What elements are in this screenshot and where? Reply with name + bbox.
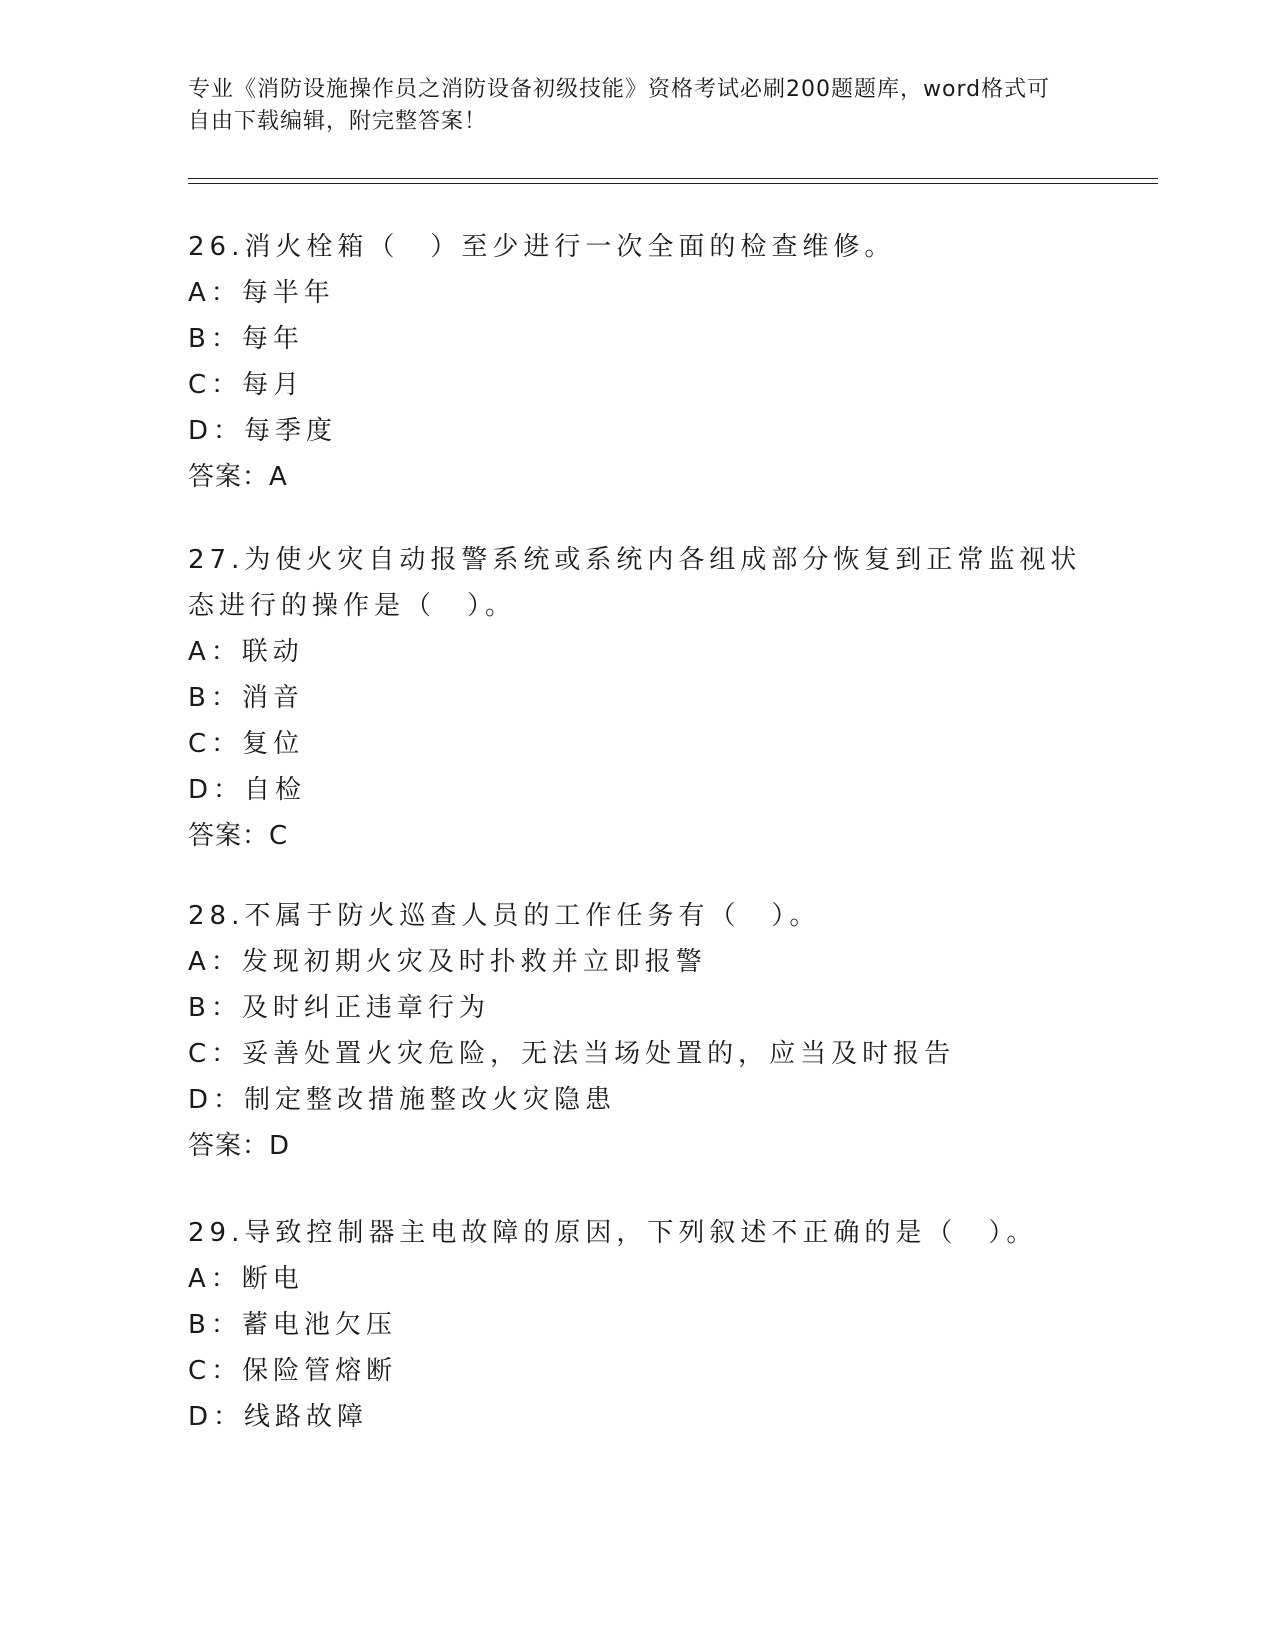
option-b: B：每年 [188,324,304,354]
question-stem: 28.不属于防火巡查人员的工作任务有（ ）。 [188,901,821,931]
answer: 答案：C [188,821,289,851]
option-c: C：保险管熔断 [188,1356,398,1386]
question-stem: 27.为使火灾自动报警系统或系统内各组成部分恢复到正常监视状态进行的操作是（ ）。 [188,545,1082,621]
option-b: B：蓄电池欠压 [188,1310,397,1340]
option-c: C：妥善处置火灾危险，无法当场处置的，应当及时报告 [188,1039,956,1069]
answer: 答案：A [188,462,288,492]
question-stem: 26.消火栓箱（ ）至少进行一次全面的检查维修。 [188,232,896,262]
option-d: D：制定整改措施整改火灾隐患 [188,1085,617,1115]
option-d: D：自检 [188,775,307,805]
header-divider-bottom [188,183,1158,184]
question-27 [188,537,1088,859]
question-stem: 29.导致控制器主电故障的原因，下列叙述不正确的是（ ）。 [188,1218,1038,1248]
option-c: C：每月 [188,370,305,400]
question-28 [188,893,1088,1169]
question-29 [188,1210,1088,1440]
document-header: 专业《消防设施操作员之消防设备初级技能》资格考试必刷200题题库，word格式可自由下载编辑，附完整答案！ [188,77,1051,134]
question-26 [188,224,1088,500]
option-a: A：发现初期火灾及时扑救并立即报警 [188,947,707,977]
answer: 答案：D [188,1131,291,1161]
option-d: D：线路故障 [188,1402,369,1432]
option-a: A：联动 [188,637,304,667]
option-a: A：每半年 [188,278,335,308]
option-c: C：复位 [188,729,305,759]
header-divider-top [188,178,1158,179]
option-a: A：断电 [188,1264,304,1294]
option-b: B：及时纠正违章行为 [188,993,490,1023]
option-b: B：消音 [188,683,304,713]
option-d: D：每季度 [188,416,338,446]
